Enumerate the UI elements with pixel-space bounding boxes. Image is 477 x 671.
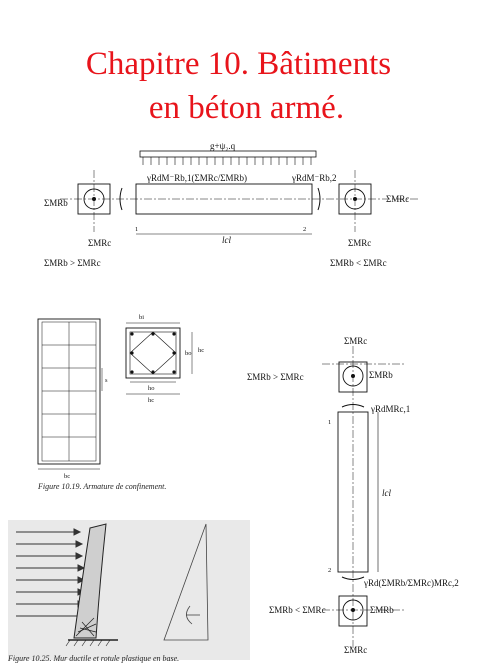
bi-label: bi bbox=[139, 314, 145, 321]
lateral-load-arrows bbox=[16, 529, 84, 619]
column-length-label: lcl bbox=[382, 488, 391, 498]
ground-hatch bbox=[66, 640, 110, 646]
column-bottom-label: ΣMRc bbox=[344, 645, 368, 655]
column-bottom-right: ΣMRb bbox=[370, 605, 394, 615]
right-node-top-label: ΣMRc bbox=[386, 194, 410, 204]
column-end-1: 1 bbox=[328, 419, 332, 426]
column-top-label: ΣMRc bbox=[344, 336, 368, 346]
bottom-node-dot bbox=[351, 608, 355, 612]
moment-diagram bbox=[164, 524, 208, 640]
column-top-moment: γRdMRc,1 bbox=[371, 404, 411, 414]
end-1: 1 bbox=[135, 226, 139, 233]
column-end-2: 2 bbox=[328, 567, 332, 574]
end-2: 2 bbox=[303, 226, 307, 233]
column-top-condition: ΣMRb > ΣMRc bbox=[247, 372, 304, 382]
wall-drawing bbox=[8, 520, 250, 660]
right-moment-label: γRdM⁻Rb,2 bbox=[292, 173, 337, 183]
right-node-bottom-label: ΣMRc bbox=[348, 238, 372, 248]
bo-label: bo bbox=[185, 350, 192, 357]
left-node-bottom-label: ΣMRc bbox=[88, 238, 112, 248]
hc-bottom-label: hc bbox=[148, 397, 155, 404]
right-condition: ΣMRb < ΣMRc bbox=[330, 258, 387, 268]
left-moment-label: γRdM⁻Rb,1(ΣMRc/ΣMRb) bbox=[147, 173, 247, 183]
load-label: g+ψ₂.q bbox=[210, 141, 236, 151]
column-top-right: ΣMRb bbox=[369, 370, 393, 380]
title-line-1: Chapitre 10. Bâtiments bbox=[85, 46, 392, 82]
ho-label: ho bbox=[148, 385, 155, 392]
confinement-caption: Figure 10.19. Armature de confinement. bbox=[38, 482, 167, 491]
wall-photo bbox=[8, 520, 250, 660]
column-bottom-condition: ΣMRb < ΣMRc bbox=[269, 605, 326, 615]
wall-caption: Figure 10.25. Mur ductile et rotule plastique en base. bbox=[8, 654, 180, 663]
spacing-label: s bbox=[105, 377, 108, 384]
left-node-top-label: ΣMRb bbox=[44, 198, 68, 208]
span-label: lcl bbox=[222, 235, 231, 245]
left-condition: ΣMRb > ΣMRc bbox=[44, 258, 101, 268]
title-line-2: en béton armé. bbox=[148, 90, 345, 126]
column-bottom-moment: γRd(ΣMRb/ΣMRc)MRc,2 bbox=[364, 578, 459, 588]
top-node-dot bbox=[351, 374, 355, 378]
hc-label: hc bbox=[198, 347, 205, 354]
bc-label: bc bbox=[64, 473, 71, 480]
